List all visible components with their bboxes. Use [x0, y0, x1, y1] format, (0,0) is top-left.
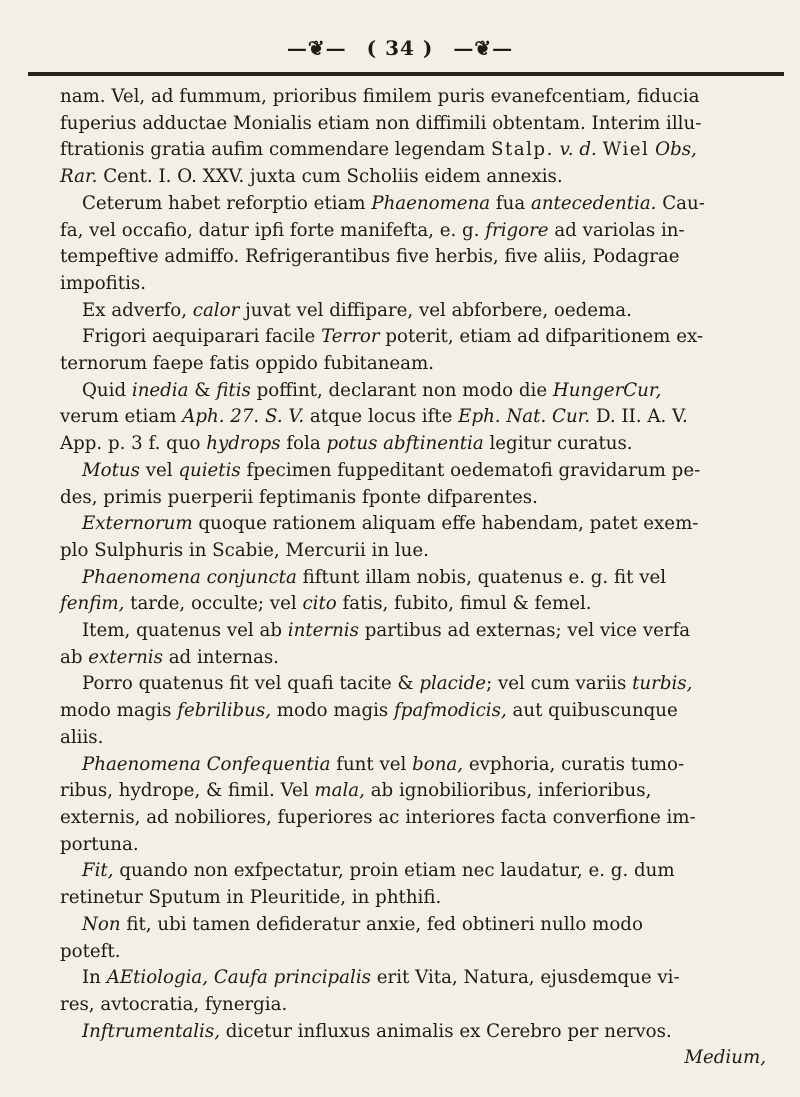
- text-line: [60, 137, 766, 164]
- italic-text: potus abftinentia: [326, 433, 484, 455]
- text-line: [60, 164, 766, 191]
- text-run: Wiel: [602, 139, 650, 161]
- italic-text: mala,: [314, 780, 365, 802]
- italic-text: febrilibus,: [177, 700, 271, 722]
- ornament-left: —❦—: [286, 36, 347, 60]
- text-run: fpecimen fuppeditant oedematofi gravidarum pe-: [240, 459, 701, 481]
- italic-text: Inftrumentalis,: [82, 1020, 220, 1042]
- text-line: [60, 698, 766, 725]
- text-run: verum etiam: [60, 406, 183, 428]
- text-run: fit, ubi tamen defideratur anxie, fed obtineri nullo modo: [120, 913, 643, 935]
- text-line: [60, 538, 766, 565]
- page-header: [0, 36, 800, 60]
- text-line: [60, 431, 766, 458]
- text-run: modo magis: [271, 700, 395, 722]
- text-run: vel: [139, 459, 179, 481]
- text-line: [60, 485, 766, 512]
- text-run: partibus ad externas; vel vice verfa: [358, 620, 691, 642]
- text-run: ; vel cum variis: [486, 673, 633, 695]
- text-line: [60, 992, 766, 1019]
- text-line: [60, 1019, 766, 1046]
- italic-text: d.: [579, 139, 597, 161]
- text-line: [60, 244, 766, 271]
- text-run: fua: [490, 192, 531, 214]
- italic-text: frigore: [485, 219, 549, 241]
- text-run: fatis, fubito, fimul & femel.: [336, 593, 592, 615]
- text-line: [60, 565, 766, 592]
- text-run: res, avtocratia, fynergia.: [60, 993, 288, 1015]
- text-run: ab: [60, 646, 89, 668]
- text-line: [60, 832, 766, 859]
- text-run: In: [82, 967, 107, 989]
- italic-text: Phaenomena Confequentia: [82, 753, 331, 775]
- text-line: [60, 458, 766, 485]
- text-run: fola: [280, 433, 327, 455]
- italic-text: Caufa principalis: [213, 967, 371, 989]
- italic-text: quietis: [178, 459, 241, 481]
- text-line: [60, 84, 766, 111]
- text-run: aut quibuscunque: [506, 700, 678, 722]
- text-line: [60, 645, 766, 672]
- italic-text: cito: [302, 593, 337, 615]
- text-line: [60, 218, 766, 245]
- text-run: impofitis.: [60, 272, 147, 294]
- text-run: Ceterum habet reforptio etiam: [82, 192, 372, 214]
- text-run: erit Vita, Natura, ejusdemque vi-: [370, 967, 680, 989]
- text-line: [60, 618, 766, 645]
- page-number: ( 34 ): [366, 36, 434, 60]
- text-line: [60, 912, 766, 939]
- text-run: quoque rationem aliquam effe habendam, patet exem-: [192, 513, 699, 535]
- text-run: legitur curatus.: [483, 433, 633, 455]
- text-run: dicetur influxus animalis ex Cerebro per nervos.: [219, 1020, 672, 1042]
- text-line: [60, 271, 766, 298]
- text-line: [60, 778, 766, 805]
- text-line: [60, 671, 766, 698]
- text-line: [60, 752, 766, 779]
- text-run: Ex adverfo,: [82, 299, 193, 321]
- header-rule: [28, 72, 784, 76]
- text-run: quando non exfpectatur, proin etiam nec laudatur, e. g. dum: [113, 860, 675, 882]
- text-run: juvat vel diffipare, vel abforbere, oedema.: [239, 299, 632, 321]
- italic-text: Medium,: [684, 1047, 766, 1069]
- italic-text: externis: [88, 646, 163, 668]
- italic-text: calor: [192, 299, 240, 321]
- text-run: Cent. I. O. XXV. juxta cum Scholiis eidem annexis.: [97, 166, 563, 188]
- text-line: [60, 191, 766, 218]
- italic-text: Rar.: [60, 166, 98, 188]
- text-run: ad internas.: [162, 646, 279, 668]
- italic-text: Externorum: [82, 513, 193, 535]
- italic-text: bona,: [412, 753, 464, 775]
- text-run: poffint, declarant non modo die: [250, 379, 553, 401]
- italic-text: hydrops: [206, 433, 281, 455]
- text-run: retinetur Sputum in Pleuritide, in phthifi.: [60, 887, 442, 909]
- italic-text: Phaenomena: [371, 192, 491, 214]
- text-run: des, primis puerperii feptimanis fponte difparentes.: [60, 486, 538, 508]
- text-line: [60, 965, 766, 992]
- text-run: nam. Vel, ad fummum, prioribus fimilem puris evanefcentiam, fiducia: [60, 86, 700, 107]
- text-run: funt vel: [330, 753, 413, 775]
- italic-text: Aph. 27.: [182, 406, 260, 428]
- italic-text: fpafmodicis,: [394, 700, 507, 722]
- italic-text: V.: [288, 406, 305, 428]
- text-run: fiftunt illam nobis, quatenus e. g. fit vel: [296, 566, 667, 588]
- catchword: [60, 1045, 766, 1072]
- text-run: ribus, hydrope, & fimil. Vel: [60, 780, 315, 802]
- text-run: ab ignobilioribus, inferioribus,: [364, 780, 652, 802]
- text-line: [60, 591, 766, 618]
- text-run: modo magis: [60, 700, 178, 722]
- italic-text: S.: [265, 406, 283, 428]
- text-run: ternorum faepe fatis oppido fubitaneam.: [60, 353, 435, 375]
- text-run: portuna.: [60, 833, 139, 855]
- italic-text: antecedentia.: [531, 192, 657, 214]
- italic-text: HungerCur,: [552, 379, 662, 401]
- text-run: ftrationis gratia aufim commendare legendam: [60, 139, 491, 161]
- italic-text: placide: [419, 673, 487, 695]
- italic-text: Obs,: [655, 139, 697, 161]
- text-run: tarde, occulte; vel: [124, 593, 303, 615]
- text-run: plo Sulphuris in Scabie, Mercurii in lue.: [60, 539, 429, 561]
- text-line: [60, 725, 766, 752]
- italic-text: internis: [287, 620, 359, 642]
- text-run: tempeftive admiffo. Refrigerantibus five herbis, five aliis, Podagrae: [60, 246, 680, 268]
- italic-text: Motus: [82, 459, 140, 481]
- text-line: [60, 324, 766, 351]
- text-line: [60, 805, 766, 832]
- text-line: [60, 939, 766, 966]
- text-line: [60, 111, 766, 138]
- text-line: [60, 511, 766, 538]
- text-run: externis, ad nobiliores, fuperiores ac interiores facta converfione im-: [60, 806, 696, 828]
- text-line: [60, 298, 766, 325]
- italic-text: Non: [82, 913, 121, 935]
- text-run: Porro quatenus fit vel quafi tacite &: [82, 673, 420, 695]
- text-run: Item, quatenus vel ab: [82, 620, 288, 642]
- text-run: Frigori aequiparari facile: [82, 326, 322, 348]
- text-run: atque locus ifte: [304, 406, 459, 428]
- text-run: poterit, etiam ad difparitionem ex-: [379, 326, 704, 348]
- italic-text: fitis: [216, 379, 251, 401]
- text-run: ad variolas in-: [548, 219, 685, 241]
- text-run: Cau-: [656, 192, 705, 214]
- italic-text: v.: [559, 139, 574, 161]
- text-run: Quid: [82, 379, 132, 401]
- text-line: [60, 351, 766, 378]
- ornament-right: —❦—: [453, 36, 514, 60]
- text-run: App. p. 3 f. quo: [60, 433, 207, 455]
- text-run: fuperius adductae Monialis etiam non diffimili obtentam. Interim illu-: [60, 112, 702, 134]
- italic-text: Terror: [321, 326, 380, 348]
- text-run: aliis.: [60, 726, 104, 748]
- italic-text: Eph.: [458, 406, 501, 428]
- text-line: [60, 378, 766, 405]
- italic-text: turbis,: [632, 673, 693, 695]
- italic-text: Cur.: [552, 406, 591, 428]
- italic-text: AEtiologia,: [106, 967, 209, 989]
- body-text: [60, 84, 766, 1072]
- text-run: poteft.: [60, 940, 121, 962]
- text-line: [60, 885, 766, 912]
- italic-text: inedia: [131, 379, 189, 401]
- italic-text: fenfim,: [60, 593, 125, 615]
- italic-text: Nat.: [506, 406, 547, 428]
- italic-text: Phaenomena conjuncta: [82, 566, 297, 588]
- text-run: &: [188, 379, 217, 401]
- text-run: Stalp.: [491, 139, 554, 161]
- text-run: D. II. A. V.: [590, 406, 688, 428]
- text-run: evphoria, curatis tumo-: [463, 753, 685, 775]
- text-line: [60, 858, 766, 885]
- text-run: fa, vel occafio, datur ipfi forte manifefta, e. g.: [60, 219, 486, 241]
- italic-text: Fit,: [82, 860, 114, 882]
- text-line: [60, 404, 766, 431]
